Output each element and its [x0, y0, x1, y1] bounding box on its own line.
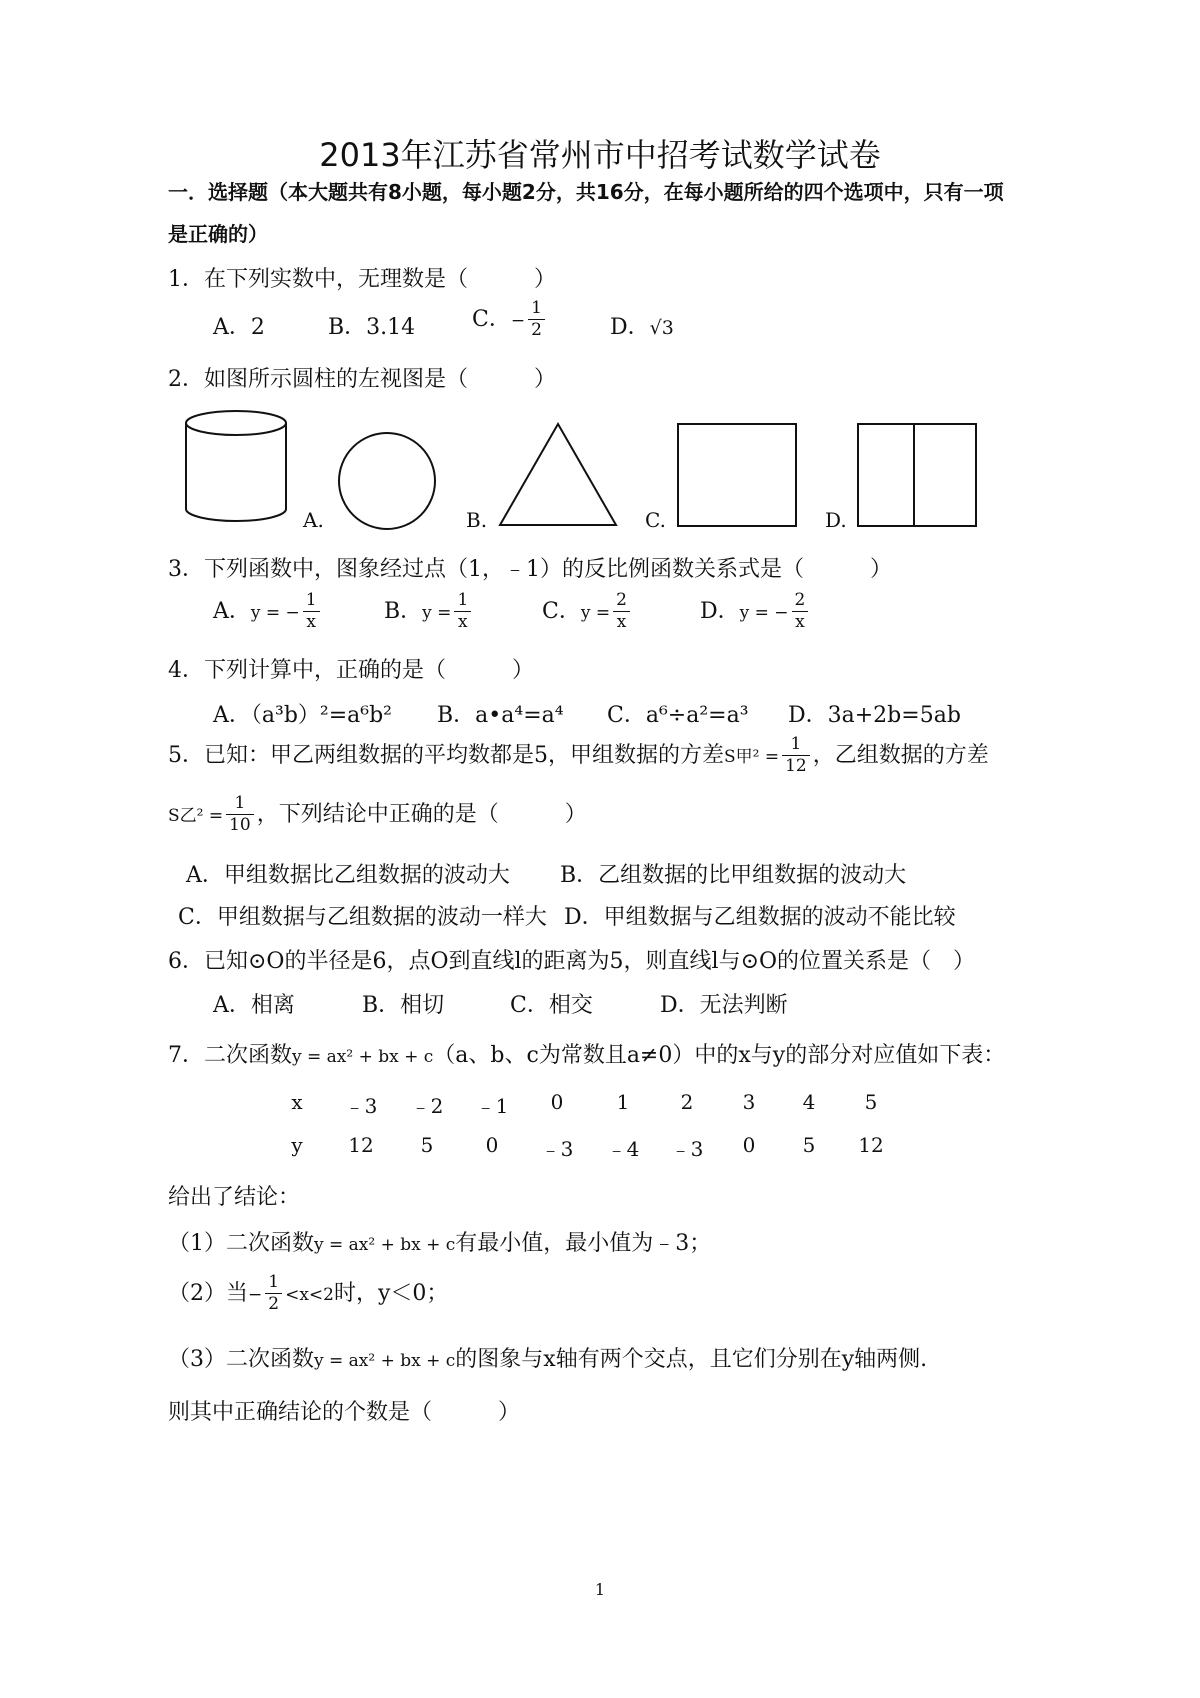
- q4-option-a: A．（a³b）²=a⁶b²: [213, 703, 392, 728]
- question-4-stem: 4．下列计算中，正确的是（ ）: [168, 658, 534, 683]
- question-5-stem-line1: 5．已知：甲乙两组数据的平均数都是5，甲组数据的方差S甲² = $\frac{1}{12}$ ，乙组数据的方差: [168, 734, 989, 777]
- q2-label-b: B.: [466, 508, 488, 532]
- sqrt-expression: √3: [649, 317, 674, 339]
- table-x-label: x: [291, 1090, 303, 1114]
- table-y-cell: ﹣3: [670, 1137, 704, 1161]
- question-1-stem: 1．在下列实数中，无理数是（ ）: [168, 267, 556, 292]
- section-header-line1: 一．选择题（本大题共有8小题，每小题2分，共16分，在每小题所给的四个选项中，只有一项: [168, 180, 1004, 204]
- q4-option-b: B．a•a⁴=a⁴: [437, 703, 564, 728]
- table-y-cell: 0: [485, 1133, 499, 1157]
- question-5-stem-line2: S乙² = $\frac{1}{10}$ ，下列结论中正确的是（ ）: [168, 793, 587, 836]
- q2-label-a: A.: [303, 508, 324, 532]
- page-title: 2013年江苏省常州市中招考试数学试卷: [319, 136, 881, 174]
- q7-conclusion-2: （2）当− $\frac{1}{2}$ <x<2时，y＜0；: [168, 1272, 449, 1315]
- triangle-view: [496, 420, 621, 530]
- table-x-cell: 0: [550, 1090, 564, 1114]
- q3-option-c: C．y = $\frac{2}{x}$: [542, 590, 633, 634]
- q2-label-c: C.: [645, 508, 666, 532]
- q3-option-a: A．y = − $\frac{1}{x}$: [213, 590, 323, 634]
- q4-option-c: C．a⁶÷a²=a³: [607, 703, 749, 728]
- q7-ask: 则其中正确结论的个数是（ ）: [168, 1400, 521, 1425]
- question-6-stem: 6．已知⊙O的半径是6，点O到直线l的距离为5，则直线l与⊙O的位置关系是（ ）: [168, 949, 976, 974]
- q1-option-b: B．3.14: [328, 315, 416, 340]
- section-header-line2: 是正确的）: [168, 222, 268, 246]
- table-x-cell: 2: [680, 1090, 694, 1114]
- circle-view: [336, 430, 441, 535]
- question-7-stem: 7．二次函数y = ax² + bx + c（a、b、c为常数且a≠0）中的x与y的部分对应值如下表：: [168, 1043, 1006, 1068]
- q5-option-d: D．甲组数据与乙组数据的波动不能比较: [564, 905, 956, 930]
- table-y-label: y: [291, 1133, 303, 1157]
- q1-option-a: A．2: [213, 315, 265, 340]
- table-y-cell: 5: [420, 1133, 434, 1157]
- cylinder-figure: [180, 405, 295, 530]
- q1-option-d: D．√3: [610, 315, 674, 340]
- rectangle-with-line-view: [856, 422, 980, 530]
- q7-conclusion-1: （1）二次函数y = ax² + bx + c有最小值，最小值为﹣3；: [168, 1231, 712, 1256]
- question-2-stem: 2．如图所示圆柱的左视图是（ ）: [168, 367, 556, 392]
- q3-option-d: D．y = − $\frac{2}{x}$: [700, 590, 811, 634]
- q3-option-b: B．y = $\frac{1}{x}$: [384, 590, 474, 634]
- q7-conclusion-3: （3）二次函数y = ax² + bx + c的图象与x轴有两个交点，且它们分别在y轴两侧.: [168, 1347, 928, 1372]
- table-y-cell: 0: [742, 1133, 756, 1157]
- q2-label-d: D.: [825, 508, 847, 532]
- table-y-cell: 12: [348, 1133, 374, 1157]
- page-number: 1: [594, 1580, 606, 1599]
- q6-option-a: A．相离: [213, 993, 295, 1018]
- q5-option-a: A．甲组数据比乙组数据的波动大: [186, 863, 510, 888]
- table-y-cell: 5: [802, 1133, 816, 1157]
- rectangle-view: [676, 422, 800, 530]
- q5-option-b: B．乙组数据的比甲组数据的波动大: [560, 863, 907, 888]
- q6-option-d: D．无法判断: [660, 993, 788, 1018]
- q4-option-d: D．3a+2b=5ab: [788, 703, 961, 728]
- table-x-cell: 5: [864, 1090, 878, 1114]
- table-x-cell: ﹣1: [475, 1094, 509, 1118]
- table-x-cell: 3: [742, 1090, 756, 1114]
- table-x-cell: ﹣2: [410, 1094, 444, 1118]
- table-y-cell: ﹣3: [540, 1137, 574, 1161]
- table-x-cell: 4: [802, 1090, 816, 1114]
- table-x-cell: 1: [616, 1090, 630, 1114]
- q1-option-c: C．− $\frac{1}{2}$: [472, 298, 548, 342]
- q7-given: 给出了结论：: [168, 1185, 301, 1210]
- question-3-stem: 3．下列函数中，图象经过点（1，﹣1）的反比例函数关系式是（ ）: [168, 557, 892, 582]
- table-y-cell: 12: [858, 1133, 884, 1157]
- table-x-cell: ﹣3: [344, 1094, 378, 1118]
- fraction: $\frac{1}{2}$: [528, 298, 545, 342]
- q6-option-b: B．相切: [362, 993, 445, 1018]
- q6-option-c: C．相交: [510, 993, 593, 1018]
- q5-option-c: C．甲组数据与乙组数据的波动一样大: [178, 905, 547, 930]
- table-y-cell: ﹣4: [606, 1137, 640, 1161]
